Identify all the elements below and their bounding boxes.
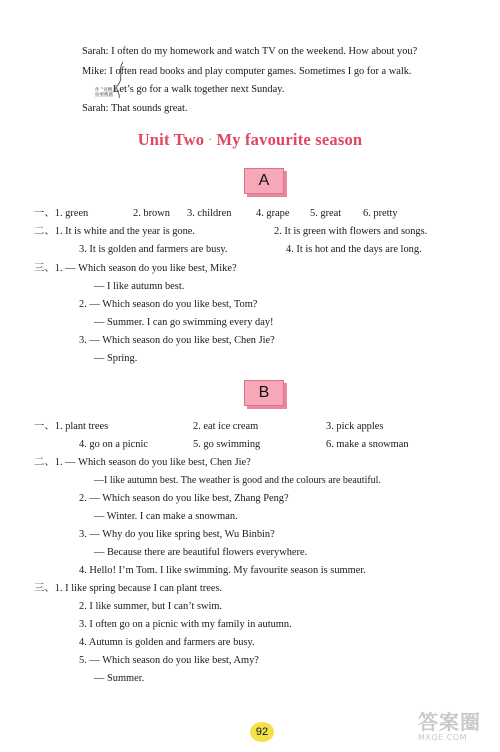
a-three-a2: — Summer. I can go swimming every day! xyxy=(94,317,274,328)
b-two-a1: —I like autumn best. The weather is good and the colours are beautiful. xyxy=(94,475,381,486)
page-number: 92 xyxy=(250,722,274,742)
a-three-a3: — Spring. xyxy=(94,353,138,364)
dialogue-line-1: Sarah: I often do my homework and watch TV on the weekend. How about you? xyxy=(82,46,418,57)
a-two-item-3: 3. It is golden and farmers are busy. xyxy=(79,244,228,255)
a-three-q1: 三、1. — Which season do you like best, Mike? xyxy=(34,263,237,274)
a-two-item-1: 二、1. It is white and the year is gone. xyxy=(34,226,196,237)
a-one-item-5: 5. great xyxy=(310,208,342,219)
b-two-q4: 4. Hello! I’m Tom. I like swimming. My favourite season is summer. xyxy=(79,565,366,576)
a-two-item-2: 2. It is green with flowers and songs. xyxy=(274,226,428,237)
page-title: Unit Two · My favourite season xyxy=(137,130,363,149)
dialogue-line-2: Mike: I often read books and play computer games. Sometimes I go for a walk. xyxy=(82,66,412,77)
b-one-item-2: 2. eat ice cream xyxy=(193,421,259,432)
a-three-q2: 2. — Which season do you like best, Tom? xyxy=(79,299,258,310)
section-a-badge: A xyxy=(244,168,284,194)
b-two-a3: — Because there are beautiful flowers everywhere. xyxy=(94,547,308,558)
b-two-q2: 2. — Which season do you like best, Zhang Peng? xyxy=(79,493,289,504)
b-one-item-6: 6. make a snowman xyxy=(326,439,409,450)
dialogue-line-4: Sarah: That sounds great. xyxy=(82,103,188,114)
b-three-item-3: 3. I often go on a picnic with my family in autumn. xyxy=(79,619,292,630)
b-three-item-6: — Summer. xyxy=(94,673,145,684)
b-three-item-2: 2. I like summer, but I can’t swim. xyxy=(79,601,223,612)
b-one-item-1: 一、1. plant trees xyxy=(34,421,109,432)
b-one-item-5: 5. go swimming xyxy=(193,439,261,450)
a-one-item-4: 4. grape xyxy=(256,208,290,219)
a-one-item-3: 3. children xyxy=(187,208,232,219)
a-one-item-1: 一、1. green xyxy=(34,208,89,219)
b-one-item-3: 3. pick apples xyxy=(326,421,384,432)
a-three-a1: — I like autumn best. xyxy=(94,281,185,292)
a-three-q3: 3. — Which season do you like best, Chen Jie? xyxy=(79,335,275,346)
dialogue-line-3: Let’s go for a walk together next Sunday. xyxy=(113,84,285,95)
a-one-item-2: 2. brown xyxy=(133,208,170,219)
b-two-q3: 3. — Why do you like spring best, Wu Binbin? xyxy=(79,529,275,540)
b-two-q1: 二、1. — Which season do you like best, Chen Jie? xyxy=(34,457,251,468)
section-b-badge: B xyxy=(244,380,284,406)
b-three-item-1: 三、1. I like spring because I can plant trees. xyxy=(34,583,223,594)
a-two-item-4: 4. It is hot and the days are long. xyxy=(286,244,422,255)
a-one-item-6: 6. pretty xyxy=(363,208,398,219)
b-one-item-4: 4. go on a picnic xyxy=(79,439,148,450)
b-two-a2: — Winter. I can make a snowman. xyxy=(94,511,238,522)
site-watermark: 答案圈 MXQE.COM xyxy=(418,710,481,742)
small-watermark: 作 ”业精灵 拍照搜题 xyxy=(95,88,117,98)
b-three-item-4: 4. Autumn is golden and farmers are busy. xyxy=(79,637,255,648)
b-three-item-5: 5. — Which season do you like best, Amy? xyxy=(79,655,259,666)
